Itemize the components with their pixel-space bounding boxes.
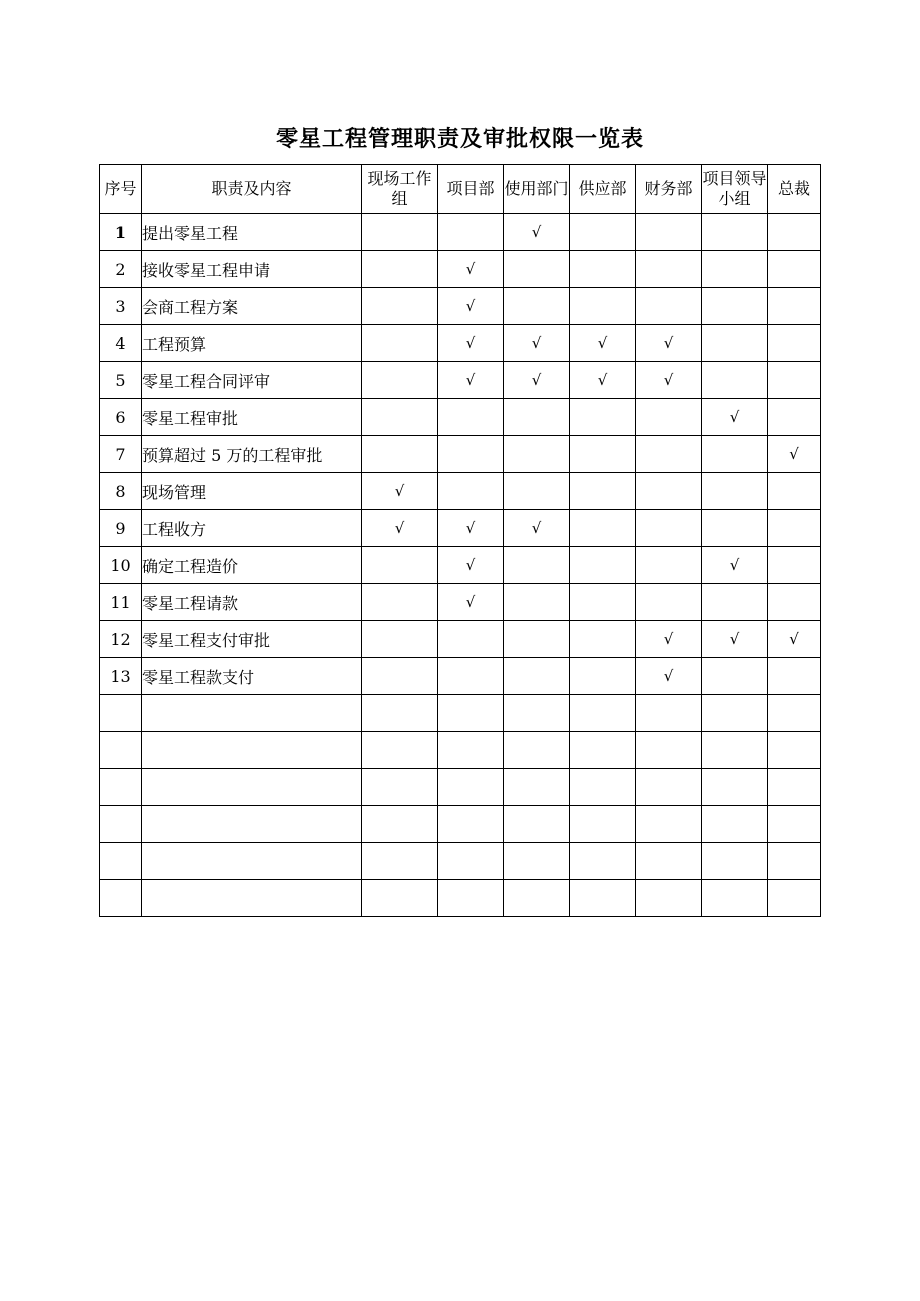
mark-cell-project-leadership <box>702 732 768 769</box>
row-seq-cell: 7 <box>100 436 142 473</box>
mark-cell-president: √ <box>768 436 821 473</box>
header-duty-content: 职责及内容 <box>142 165 362 214</box>
mark-cell-project-leadership <box>702 436 768 473</box>
table-row <box>100 473 821 510</box>
mark-cell-project-dept <box>438 695 504 732</box>
page-title: 零星工程管理职责及审批权限一览表 <box>275 127 644 152</box>
mark-cell-president <box>768 288 821 325</box>
row-seq-cell: 2 <box>100 251 142 288</box>
mark-cell-project-dept <box>438 399 504 436</box>
table-row <box>100 769 821 806</box>
mark-cell-project-leadership <box>702 584 768 621</box>
mark-cell-project-leadership <box>702 325 768 362</box>
mark-cell-user-dept: √ <box>504 214 570 251</box>
mark-cell-supply-dept <box>570 584 636 621</box>
mark-cell-supply-dept <box>570 695 636 732</box>
table-row <box>100 325 821 362</box>
mark-cell-site-team <box>362 214 438 251</box>
row-duty-cell <box>142 843 362 880</box>
mark-cell-finance-dept <box>636 436 702 473</box>
mark-cell-president <box>768 843 821 880</box>
mark-cell-project-dept: √ <box>438 362 504 399</box>
mark-cell-project-dept <box>438 843 504 880</box>
mark-cell-president: √ <box>768 621 821 658</box>
table-row <box>100 510 821 547</box>
mark-cell-user-dept <box>504 436 570 473</box>
header-project-leadership: 项目领导小组 <box>702 165 768 214</box>
table-row <box>100 547 821 584</box>
mark-cell-president <box>768 251 821 288</box>
mark-cell-president <box>768 399 821 436</box>
mark-cell-supply-dept <box>570 399 636 436</box>
mark-cell-project-dept: √ <box>438 288 504 325</box>
mark-cell-finance-dept <box>636 547 702 584</box>
row-seq-cell <box>100 769 142 806</box>
mark-cell-project-leadership <box>702 769 768 806</box>
row-seq-cell: 9 <box>100 510 142 547</box>
mark-cell-project-leadership <box>702 510 768 547</box>
row-seq-cell: 8 <box>100 473 142 510</box>
table-row <box>100 399 821 436</box>
row-seq-cell: 12 <box>100 621 142 658</box>
mark-cell-site-team <box>362 547 438 584</box>
mark-cell-user-dept <box>504 769 570 806</box>
row-seq-cell: 6 <box>100 399 142 436</box>
mark-cell-site-team: √ <box>362 510 438 547</box>
table-row <box>100 584 821 621</box>
mark-cell-site-team <box>362 399 438 436</box>
mark-cell-project-leadership <box>702 695 768 732</box>
table-body <box>100 214 821 917</box>
mark-cell-user-dept <box>504 473 570 510</box>
mark-cell-project-leadership <box>702 658 768 695</box>
table-header-row <box>100 165 821 214</box>
row-duty-cell: 零星工程请款 <box>142 584 362 621</box>
mark-cell-supply-dept <box>570 436 636 473</box>
row-duty-cell: 工程预算 <box>142 325 362 362</box>
mark-cell-user-dept: √ <box>504 510 570 547</box>
mark-cell-user-dept: √ <box>504 362 570 399</box>
row-seq-cell: 10 <box>100 547 142 584</box>
row-seq-cell <box>100 880 142 917</box>
header-project-dept: 项目部 <box>438 165 504 214</box>
mark-cell-site-team <box>362 325 438 362</box>
header-finance-dept: 财务部 <box>636 165 702 214</box>
mark-cell-user-dept <box>504 288 570 325</box>
mark-cell-finance-dept <box>636 806 702 843</box>
mark-cell-project-dept <box>438 769 504 806</box>
mark-cell-supply-dept <box>570 843 636 880</box>
mark-cell-site-team <box>362 621 438 658</box>
row-seq-cell: 13 <box>100 658 142 695</box>
mark-cell-project-dept: √ <box>438 251 504 288</box>
mark-cell-project-leadership <box>702 806 768 843</box>
mark-cell-finance-dept: √ <box>636 362 702 399</box>
mark-cell-president <box>768 510 821 547</box>
row-duty-cell: 会商工程方案 <box>142 288 362 325</box>
row-duty-cell: 工程收方 <box>142 510 362 547</box>
mark-cell-user-dept <box>504 732 570 769</box>
mark-cell-finance-dept <box>636 695 702 732</box>
row-seq-cell: 4 <box>100 325 142 362</box>
mark-cell-project-dept <box>438 880 504 917</box>
mark-cell-president <box>768 769 821 806</box>
mark-cell-finance-dept: √ <box>636 658 702 695</box>
mark-cell-project-dept: √ <box>438 510 504 547</box>
row-duty-cell: 零星工程合同评审 <box>142 362 362 399</box>
mark-cell-finance-dept <box>636 251 702 288</box>
mark-cell-finance-dept <box>636 214 702 251</box>
mark-cell-supply-dept <box>570 769 636 806</box>
table-row <box>100 806 821 843</box>
table-row <box>100 436 821 473</box>
mark-cell-supply-dept <box>570 288 636 325</box>
mark-cell-project-dept <box>438 621 504 658</box>
mark-cell-project-leadership <box>702 214 768 251</box>
row-seq-cell <box>100 732 142 769</box>
mark-cell-supply-dept <box>570 251 636 288</box>
mark-cell-supply-dept <box>570 510 636 547</box>
table-row <box>100 214 821 251</box>
table-row <box>100 362 821 399</box>
mark-cell-president <box>768 547 821 584</box>
mark-cell-supply-dept <box>570 473 636 510</box>
mark-cell-project-leadership <box>702 473 768 510</box>
mark-cell-user-dept <box>504 658 570 695</box>
mark-cell-president <box>768 584 821 621</box>
mark-cell-supply-dept <box>570 732 636 769</box>
mark-cell-finance-dept <box>636 880 702 917</box>
duty-approval-table <box>99 164 821 917</box>
mark-cell-finance-dept <box>636 843 702 880</box>
table-row <box>100 695 821 732</box>
mark-cell-project-dept: √ <box>438 584 504 621</box>
mark-cell-project-leadership <box>702 251 768 288</box>
header-supply-dept: 供应部 <box>570 165 636 214</box>
mark-cell-supply-dept <box>570 214 636 251</box>
mark-cell-site-team <box>362 658 438 695</box>
row-seq-cell: 11 <box>100 584 142 621</box>
row-seq-cell: 3 <box>100 288 142 325</box>
mark-cell-president <box>768 695 821 732</box>
header-site-team: 现场工作组 <box>362 165 438 214</box>
mark-cell-president <box>768 806 821 843</box>
mark-cell-supply-dept: √ <box>570 325 636 362</box>
row-duty-cell: 零星工程审批 <box>142 399 362 436</box>
header-seq: 序号 <box>100 165 142 214</box>
mark-cell-finance-dept <box>636 584 702 621</box>
mark-cell-user-dept <box>504 843 570 880</box>
row-seq-cell: 5 <box>100 362 142 399</box>
mark-cell-project-leadership: √ <box>702 547 768 584</box>
mark-cell-site-team <box>362 251 438 288</box>
table-row <box>100 732 821 769</box>
mark-cell-user-dept <box>504 547 570 584</box>
table-row <box>100 843 821 880</box>
mark-cell-user-dept: √ <box>504 325 570 362</box>
mark-cell-project-leadership <box>702 362 768 399</box>
mark-cell-site-team <box>362 695 438 732</box>
mark-cell-finance-dept <box>636 399 702 436</box>
row-seq-cell <box>100 695 142 732</box>
table-row <box>100 251 821 288</box>
mark-cell-project-dept: √ <box>438 547 504 584</box>
table-row <box>100 880 821 917</box>
mark-cell-finance-dept <box>636 732 702 769</box>
mark-cell-supply-dept <box>570 806 636 843</box>
mark-cell-project-leadership <box>702 843 768 880</box>
mark-cell-user-dept <box>504 251 570 288</box>
mark-cell-finance-dept <box>636 510 702 547</box>
mark-cell-project-leadership <box>702 288 768 325</box>
mark-cell-president <box>768 473 821 510</box>
mark-cell-site-team <box>362 584 438 621</box>
row-duty-cell <box>142 806 362 843</box>
mark-cell-president <box>768 732 821 769</box>
mark-cell-user-dept <box>504 399 570 436</box>
mark-cell-project-dept: √ <box>438 325 504 362</box>
mark-cell-project-dept <box>438 473 504 510</box>
mark-cell-supply-dept <box>570 621 636 658</box>
row-duty-cell: 预算超过 5 万的工程审批 <box>142 436 362 473</box>
table-row <box>100 658 821 695</box>
mark-cell-president <box>768 658 821 695</box>
row-duty-cell: 接收零星工程申请 <box>142 251 362 288</box>
mark-cell-finance-dept: √ <box>636 621 702 658</box>
mark-cell-president <box>768 880 821 917</box>
row-duty-cell <box>142 880 362 917</box>
table-row <box>100 621 821 658</box>
row-duty-cell <box>142 695 362 732</box>
mark-cell-user-dept <box>504 621 570 658</box>
row-duty-cell <box>142 732 362 769</box>
row-seq-cell <box>100 806 142 843</box>
mark-cell-site-team <box>362 880 438 917</box>
mark-cell-supply-dept <box>570 658 636 695</box>
header-user-dept: 使用部门 <box>504 165 570 214</box>
row-duty-cell: 确定工程造价 <box>142 547 362 584</box>
mark-cell-project-leadership: √ <box>702 621 768 658</box>
row-seq-cell <box>100 843 142 880</box>
table-row <box>100 288 821 325</box>
row-duty-cell: 零星工程支付审批 <box>142 621 362 658</box>
mark-cell-finance-dept <box>636 769 702 806</box>
mark-cell-user-dept <box>504 806 570 843</box>
mark-cell-site-team <box>362 288 438 325</box>
mark-cell-site-team <box>362 436 438 473</box>
header-president: 总裁 <box>768 165 821 214</box>
mark-cell-user-dept <box>504 880 570 917</box>
mark-cell-site-team <box>362 843 438 880</box>
mark-cell-project-dept <box>438 214 504 251</box>
mark-cell-site-team <box>362 362 438 399</box>
mark-cell-site-team <box>362 806 438 843</box>
mark-cell-finance-dept <box>636 473 702 510</box>
mark-cell-supply-dept <box>570 880 636 917</box>
mark-cell-project-dept <box>438 732 504 769</box>
mark-cell-site-team <box>362 769 438 806</box>
mark-cell-site-team: √ <box>362 473 438 510</box>
mark-cell-site-team <box>362 732 438 769</box>
mark-cell-president <box>768 214 821 251</box>
mark-cell-supply-dept: √ <box>570 362 636 399</box>
row-duty-cell <box>142 769 362 806</box>
mark-cell-user-dept <box>504 584 570 621</box>
row-duty-cell: 提出零星工程 <box>142 214 362 251</box>
mark-cell-project-dept <box>438 658 504 695</box>
mark-cell-supply-dept <box>570 547 636 584</box>
mark-cell-user-dept <box>504 695 570 732</box>
mark-cell-project-dept <box>438 436 504 473</box>
mark-cell-president <box>768 362 821 399</box>
mark-cell-finance-dept <box>636 288 702 325</box>
row-duty-cell: 现场管理 <box>142 473 362 510</box>
mark-cell-project-leadership: √ <box>702 399 768 436</box>
mark-cell-finance-dept: √ <box>636 325 702 362</box>
row-duty-cell: 零星工程款支付 <box>142 658 362 695</box>
row-seq-cell: 1 <box>100 214 142 251</box>
mark-cell-project-dept <box>438 806 504 843</box>
mark-cell-project-leadership <box>702 880 768 917</box>
mark-cell-president <box>768 325 821 362</box>
